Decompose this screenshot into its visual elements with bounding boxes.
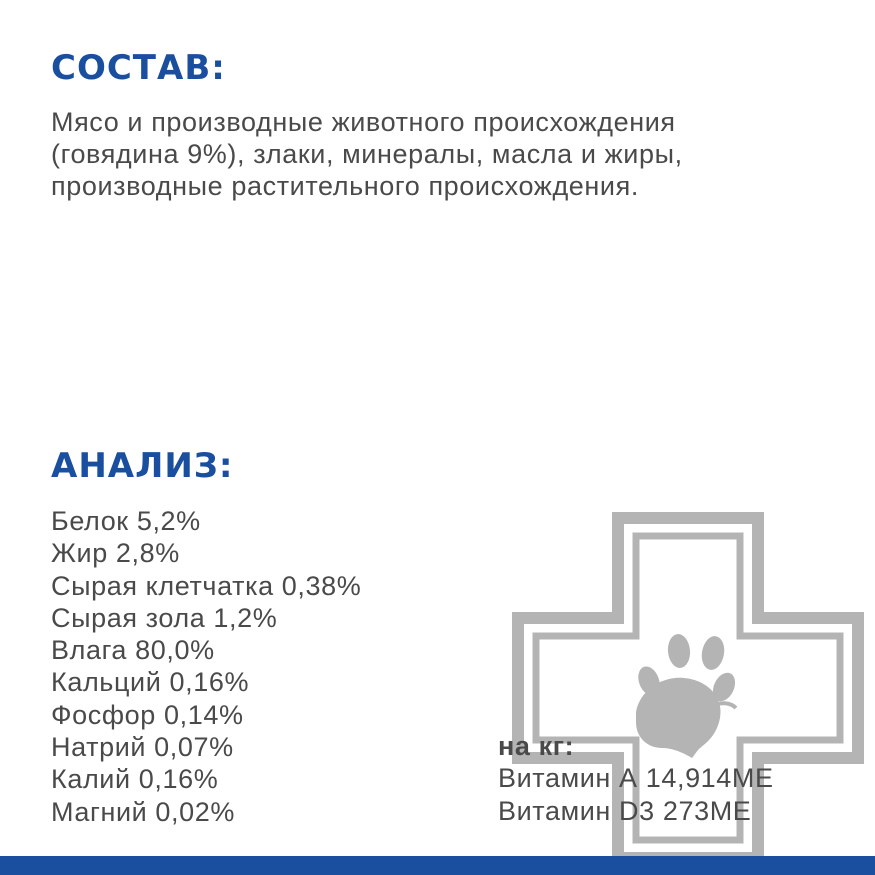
analysis-item-potassium: Калий 0,16% <box>51 764 219 795</box>
per-kg-block <box>498 730 774 827</box>
analysis-item-protein: Белок 5,2% <box>51 506 201 536</box>
composition-text: Мясо и производные животного происхождения (говядина 9%), злаки, минералы, масла и жиры, производные растительного происхождения. <box>51 107 683 201</box>
analysis-item-ash: Сырая зола 1,2% <box>51 602 278 633</box>
analysis-item-fat: Жир 2,8% <box>51 538 180 569</box>
analysis-heading: АНАЛИЗ: <box>51 446 234 486</box>
composition-heading: СОСТАВ: <box>51 48 226 88</box>
analysis-item-phosphorus: Фосфор 0,14% <box>51 699 244 730</box>
per-kg-title: на кг: <box>498 731 575 761</box>
analysis-item-calcium: Кальций 0,16% <box>51 667 250 698</box>
analysis-item-fiber: Сырая клетчатка 0,38% <box>51 570 362 601</box>
bottom-bar <box>0 856 875 875</box>
analysis-item-magnesium: Магний 0,02% <box>51 796 235 827</box>
analysis-item-moisture: Влага 80,0% <box>51 635 215 666</box>
analysis-list <box>51 505 361 828</box>
per-kg-item-vitamin-a: Витамин А 14,914МЕ <box>498 763 774 794</box>
analysis-item-sodium: Натрий 0,07% <box>51 732 234 763</box>
per-kg-item-vitamin-d3: Витамин D3 273МЕ <box>498 795 752 826</box>
